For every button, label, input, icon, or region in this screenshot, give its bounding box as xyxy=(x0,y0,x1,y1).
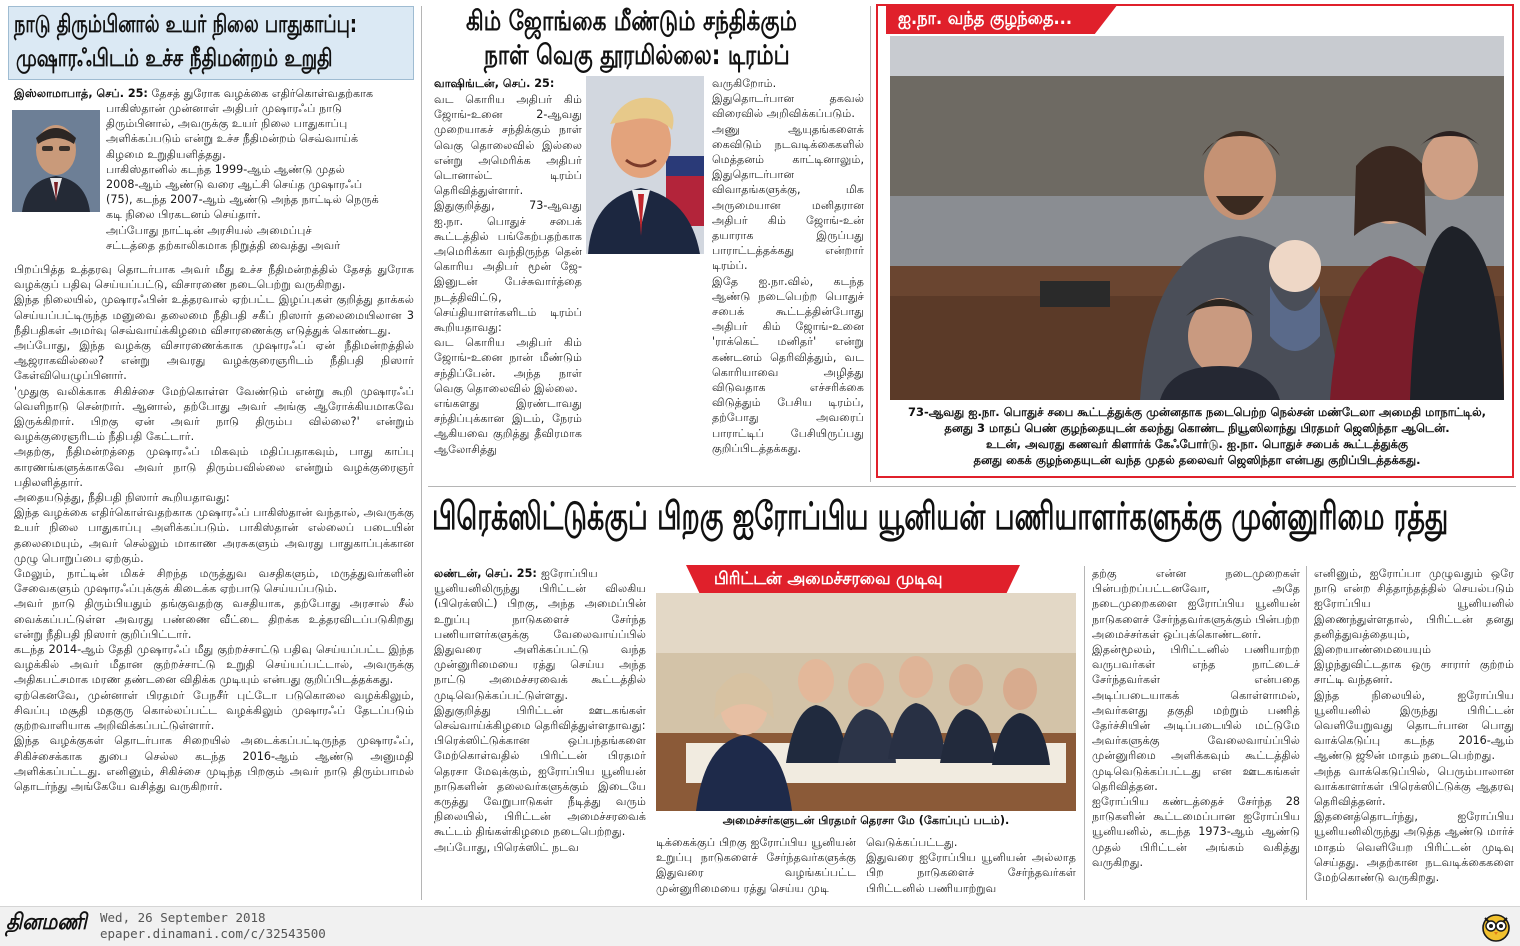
un-caption-line: தனது கைக் குழந்தையுடன் வந்த முதல் தலைவர் ஜெஸிந்தா என்பது குறிப்பிடத்தக்கது. xyxy=(973,453,1421,467)
left-headline-line1: நாடு திரும்பினால் உயர் நிலை பாதுகாப்பு: xyxy=(14,10,357,38)
brexit-col-1: ஐரோப்பிய யூனியனிலிருந்து பிரிட்டன் விலகிய (பிரெக்ஸிட்) பிறகு, அந்த அமைப்பின் உறுப்பு நாடுகளைச் சேர்ந்த பணியாளர்களுக்கு வேலைவாய்ப்பில் இதுவரை அளிக்கப்பட்டு வந்த முன்னுரிமையை ரத்து செய்ய அந்த நாட்டு அமைச்சரவைக் கூட்டத்தில் முடிவெடுக்கப்பட்டுள்ளது. இதுகுறித்து பிரிட்டன் ஊடகங்கள் செவ்வாய்க்கிழமை தெரிவித்துள்ளதாவது: பிரெக்ஸிட்டுக்கான ஒப்பந்தங்களை மேற்கொள்வதில் பிரிட்டன் பிரதமர் தெரசா மேவுக்கும், ஐரோப்பிய யூனியன் நாடுகளின் தலைவர்களுக்கும் இடையே கருத்து வேறுபாடுகள் நீடித்து வரும் நிலையில், பிரிட்டன் அமைச்சரவைக் கூட்டம் திங்கள்கிழமை நடைபெற்றது. அப்போது, பிரெக்ஸிட் நடவ xyxy=(434,567,646,854)
owl-icon[interactable] xyxy=(1480,910,1512,942)
left-top-line: பாகிஸ்தான் முன்னாள் அதிபர் முஷாரஃப் நாடு xyxy=(106,102,343,115)
brexit-dateline-place: லண்டன், செப். 25: xyxy=(434,567,537,580)
left-top-line: கடி நிலை பிரகடனம் செய்தார். xyxy=(106,208,261,222)
left-top-line: தேசத் துரோக வழக்கை எதிர்கொள்வதற்காக xyxy=(151,87,374,100)
brexit-col-4: எனினும், ஐரோப்பா முழுவதும் ஒரே நாடு என்ற சித்தாந்தத்தில் செயல்படும் ஐரோப்பிய யூனியனில் இணைந்துள்ளதால், பிரிட்டன் தனது தனித்துவத்தையும், இறையாண்மையையும் இழந்துவிட்டதாக ஒரு சாரார் குற்றம் சாட்டி வந்தனர். இந்த நிலையில், ஐரோப்பிய யூனியனில் இருந்து பிரிட்டன் வெளியேறுவது தொடர்பான பொது வாக்கெடுப்பு கடந்த 2016-ஆம் ஆண்டு ஜூன் மாதம் நடைபெற்றது. அந்த வாக்கெடுப்பில், பெரும்பாலான வாக்காளர்கள் பிரெக்ஸிட்டுக்கு ஆதரவு தெரிவித்தனர். இதனைத்தொடர்ந்து, ஐரோப்பிய யூனியனிலிருந்து அடுத்த ஆண்டு மார்ச் மாதம் வெளியேற பிரிட்டன் முடிவு செய்தது. அதற்கான நடவடிக்கைகளை மேற்கொண்டு வருகிறது. xyxy=(1314,567,1514,885)
brexit-photo xyxy=(656,593,1076,811)
trump-col-2: வருகிறோம். இதுதொடர்பான தகவல் விரைவில் அறிவிக்கப்படும். அணு ஆயுதங்களைக் கைவிடும் நடவடிக்கைகளில் மெத்தனம் காட்டினாலும், இதுதொடர்பான விவாதங்களுக்கு, மிக அருமையான மனிதரான அதிபர் கிம் ஜோங்-உன் தயாராக இருப்பது பாராட்டத்தக்கது என்றார் டிரம்ப். இதே ஐ.நா.வில், கடந்த ஆண்டு நடைபெற்ற பொதுச் சபைக் கூட்டத்தின்போது அதிபர் கிம் ஜோங்-உனை 'ராக்கெட் மனிதர்' என்று கண்டனம் தெரிவித்தும், வட கொரியாவை அழித்து விடுவதாக எச்சரிக்கை விடுத்தும் பேசிய டிரம்ப், தற்போது அவரைப் பாராட்டிப் பேசியிருப்பது குறிப்பிடத்தக்கது. xyxy=(712,77,864,455)
brexit-col-3: தற்கு என்ன நடைமுறைகள் பின்பற்றப்பட்டனவோ, அதே நடைமுறைகளை ஐரோப்பிய யூனியன் நாடுகளைச் சேர்ந்தவர்களுக்கும் பின்பற்ற அமைச்சர்கள் ஒப்புக்கொண்டனர். இதன்மூலம், பிரிட்டனில் பணியாற்ற வருபவர்கள் எந்த நாட்டைச் சேர்ந்தவர்கள் என்பதை அடிப்படையாகக் கொள்ளாமல், அவர்களது தகுதி மற்றும் பணித் தேர்ச்சியின் அடிப்படையில் மட்டுமே அவர்களுக்கு வேலைவாய்ப்பில் முன்னுரிமை அளிக்கவும் கூட்டத்தில் முடிவெடுக்கப்பட்டது என ஊடகங்கள் தெரிவித்தன. ஐரோப்பிய கண்டத்தைச் சேர்ந்த 28 நாடுகளின் கூட்டமைப்பான ஐரோப்பிய யூனியனில், கடந்த 1973-ஆம் ஆண்டு முதல் பிரிட்டன் அங்கம் வகித்து வருகிறது. xyxy=(1092,567,1300,869)
brexit-under-photo-right: வெடுக்கப்பட்டது. இதுவரை ஐரோப்பிய யூனியன் அல்லாத பிற நாடுகளைச் சேர்ந்தவர்கள் பிரிட்டனில் பணியாற்றுவ xyxy=(866,836,1076,895)
column-divider-1 xyxy=(421,6,422,900)
left-dateline xyxy=(14,86,373,101)
left-story-top-text xyxy=(106,101,414,271)
brexit-photo-caption: அமைச்சர்களுடன் பிரதமர் தெரசா மே (கோப்புப் படம்). xyxy=(722,814,1010,827)
un-caption-line: உடன், அவரது கணவர் கிளார்க் கேஃபோர்டு. ஐ.நா. பொதுச் சபைக் கூட்டத்துக்கு xyxy=(985,437,1409,451)
un-photo-banner-text: ஐ.நா. வந்த குழந்தை... xyxy=(898,8,1072,29)
brexit-photo-banner-text: பிரிட்டன் அமைச்சரவை முடிவு xyxy=(714,569,943,589)
trump-dateline xyxy=(434,76,554,91)
brexit-top-rule xyxy=(428,486,1516,487)
column-divider-2 xyxy=(870,6,871,482)
un-photo xyxy=(890,36,1504,400)
trump-photo xyxy=(586,76,704,254)
trump-headline-line2: நாள் வெகு தூரமில்லை: டிரம்ப் xyxy=(484,40,790,71)
brexit-under-photo-left: டிக்கைக்குப் பிறகு ஐரோப்பிய யூனியன் உறுப்பு நாடுகளைச் சேர்ந்தவர்களுக்கு இதுவரை வழங்கப்பட்ட முன்னுரிமையை ரத்து செய்ய முடி xyxy=(656,836,856,895)
left-top-line: சட்டத்தை தற்காலிகமாக நிறுத்தி வைத்து அவர் xyxy=(106,238,341,252)
footer-url[interactable]: epaper.dinamani.com/c/32543500 xyxy=(100,926,326,941)
left-top-line: (75), கடந்த 2007-ஆம் ஆண்டு அந்த நாட்டில் நெருக் xyxy=(106,193,379,207)
brexit-headline: பிரெக்ஸிட்டுக்குப் பிறகு ஐரோப்பிய யூனியன் பணியாளர்களுக்கு முன்னுரிமை ரத்து xyxy=(432,494,1449,538)
left-top-line: பாகிஸ்தானில் கடந்த 1999-ஆம் ஆண்டு முதல் xyxy=(106,162,345,176)
left-headline-line2: முஷாரஃபிடம் உச்ச நீதிமன்றம் உறுதி xyxy=(16,44,333,72)
left-top-line: கிழமை உறுதியளித்தது. xyxy=(106,147,226,161)
left-top-line: திரும்பினால், அவருக்கு உயர் நிலை பாதுகாப்பு xyxy=(106,117,348,131)
trump-dateline-place: வாஷிங்டன், செப். 25: xyxy=(434,77,555,90)
trump-headline-line1: கிம் ஜோங்கை மீண்டும் சந்திக்கும் xyxy=(466,6,797,37)
left-top-line: 2008-ஆம் ஆண்டு வரை ஆட்சி செய்த முஷாரஃப் xyxy=(106,178,363,192)
column-divider-3 xyxy=(1084,566,1085,900)
left-top-line: அளிக்கப்படும் என்று உச்ச நீதிமன்றம் செவ்வாய்க் xyxy=(106,132,359,146)
musharraf-photo xyxy=(12,110,100,212)
left-story-body: பிறப்பித்த உத்தரவு தொடர்பாக அவர் மீது உச்ச நீதிமன்றத்தில் தேசத் துரோக வழக்குப் பதிவு செய்யப்பட்டு, விசாரணை நடைபெற்று வருகிறது. இந்த நிலையில், முஷாரஃபின் உத்தரவால் ஏற்பட்ட இழப்புகள் குறித்து தாக்கல் செய்யப்பட்டிருந்த மனுவை தலைமை நீதிபதி சகீப் நிஸார் தலைமையிலான 3 நீதிபதிகள் அமர்வு செவ்வாய்க்கிழமை விசாரணைக்கு எடுத்துக் கொண்டது. அப்போது, இந்த வழக்கு விசாரணைக்காக முஷாரஃப் ஏன் நீதிமன்றத்தில் ஆஜராகவில்லை? என்று அவரது வழக்குரைஞரிடம் நீதிபதி நிஸார் கேள்வியெழுப்பினார். 'முதுகு வலிக்காக சிகிச்சை மேற்கொள்ள வேண்டும் என்று கூறி முஷாரஃப் வெளிநாடு சென்றார். ஆனால், தற்போது அவர் அங்கு ஆரோக்கியமாகவே இருக்கிறார். பிறகு ஏன் அவர் நாடு திரும்ப வில்லை?' என்றும் வழக்குரைஞரிடம் நீதிபதி கேட்டார். அதற்கு, நீதிமன்றத்தை முஷாரஃப் மிகவும் மதிப்பதாகவும், பாது காப்பு காரணங்களுக்காகவே அவர் நாடு திரும்பவில்லை என்றும் வழக்குரைஞர் பதிலளித்தார். அதையடுத்து, நீதிபதி நிஸார் கூறியதாவது: இந்த வழக்கை எதிர்கொள்வதற்காக முஷாரஃப் பாகிஸ்தான் வந்தால், அவருக்கு உயர் நிலை பாதுகாப்பு அளிக்கப்படும். பாகிஸ்தான் எல்லைப் படையின் தலைமையும், அவர் செல்லும் மாகாண அரசுகளும் அவரது பாதுகாப்புக்கான முழு பொறுப்பை ஏற்கும். மேலும், நாட்டின் மிகச் சிறந்த மருத்துவ வசதிகளும், மருத்துவர்களின் சேவைகளும் முஷாரஃப்புக்குக் கிடைக்க ஏற்பாடு செய்யப்படும். அவர் நாடு திரும்பியதும் தங்குவதற்கு வசதியாக, தற்போது அரசால் சீல் வைக்கப்பட்டுள்ள அவரது பண்ணை வீட்டை திறக்க உத்தரவிடப்படுகிறது என்று நீதிபதி நிஸார் குறிப்பிட்டார். கடந்த 2014-ஆம் தேதி முஷாரஃப் மீது குற்றச்சாட்டு பதிவு செய்யப்பட்ட இந்த வழக்கில் அவர் மீதான குற்றச்சாட்டு உறுதி செய்யப்பட்டால், அவருக்கு அதிகபட்சமாக மரண தண்டனை விதிக்க முடியும் என்பது குறிப்பிடத்தக்கது. ஏற்கெனவே, முன்னாள் பிரதமர் பேநசீர் புட்டோ படுகொலை வழக்கிலும், சிவப்பு மசூதி மதகுரு கொல்லப்பட்ட வழக்கிலும் முஷாரஃப் தேடப்படும் குற்றவாளியாக அறிவிக்கப்பட்டுள்ளார். இந்த வழக்குகள் தொடர்பாக சிறையில் அடைக்கப்பட்டிருந்த முஷாரஃப், சிகிச்சைக்காக துபை செல்ல கடந்த 2016-ஆம் ஆண்டு அனுமதி அளிக்கப்பட்டது. எனினும், சிகிச்சை முடிந்த பிறகும் அவர் நாடு திரும்பாமல் தொடர்ந்து அங்கேயே வசித்து வருகிறார். xyxy=(14,263,415,793)
footer-logo[interactable]: தினமணி xyxy=(6,910,87,935)
trump-col-1: வட கொரிய அதிபர் கிம் ஜோங்-உனை 2-ஆவது முறையாகச் சந்திக்கும் நாள் வெகு தொலைவில் இல்லை என்று அமெரிக்க அதிபர் டொனால்ட் டிரம்ப் தெரிவித்துள்ளார். இதுகுறித்து, 73-ஆவது ஐ.நா. பொதுச் சபைக் கூட்டத்தில் பங்கேற்பதற்காக அமெரிக்கா வந்திருந்த தென் கொரிய அதிபர் மூன் ஜே-இனுடன் பேச்சுவார்த்தை நடத்திவிட்டு, செய்தியாளர்களிடம் டிரம்ப் கூறியதாவது: வட கொரிய அதிபர் கிம் ஜோங்-உனை நான் மீண்டும் சந்திப்பேன். அந்த நாள் வெகு தொலைவில் இல்லை. எங்களது இரண்டாவது சந்திப்புக்கான இடம், நேரம் ஆகியவை குறித்து தீவிரமாக ஆலோசித்து xyxy=(434,93,582,456)
un-caption-line: தனது 3 மாதப் பெண் குழந்தையுடன் கலந்து கொண்ட நியூஸிலாந்து பிரதமர் ஜெஸிந்தா ஆடென். xyxy=(944,421,1450,435)
footer-date: Wed, 26 September 2018 xyxy=(100,910,266,925)
column-divider-4 xyxy=(1306,566,1307,900)
left-dateline-place: இஸ்லாமாபாத், செப். 25: xyxy=(14,87,148,100)
un-caption-line: 73-ஆவது ஐ.நா. பொதுச் சபை கூட்டத்துக்கு முன்னதாக நடைபெற்ற நெல்சன் மண்டேலா அமைதி மாநாட்டில், xyxy=(907,405,1487,419)
un-photo-caption xyxy=(890,404,1504,468)
left-top-line: அப்போது நாட்டின் அரசியல் அமைப்புச் xyxy=(106,223,312,237)
